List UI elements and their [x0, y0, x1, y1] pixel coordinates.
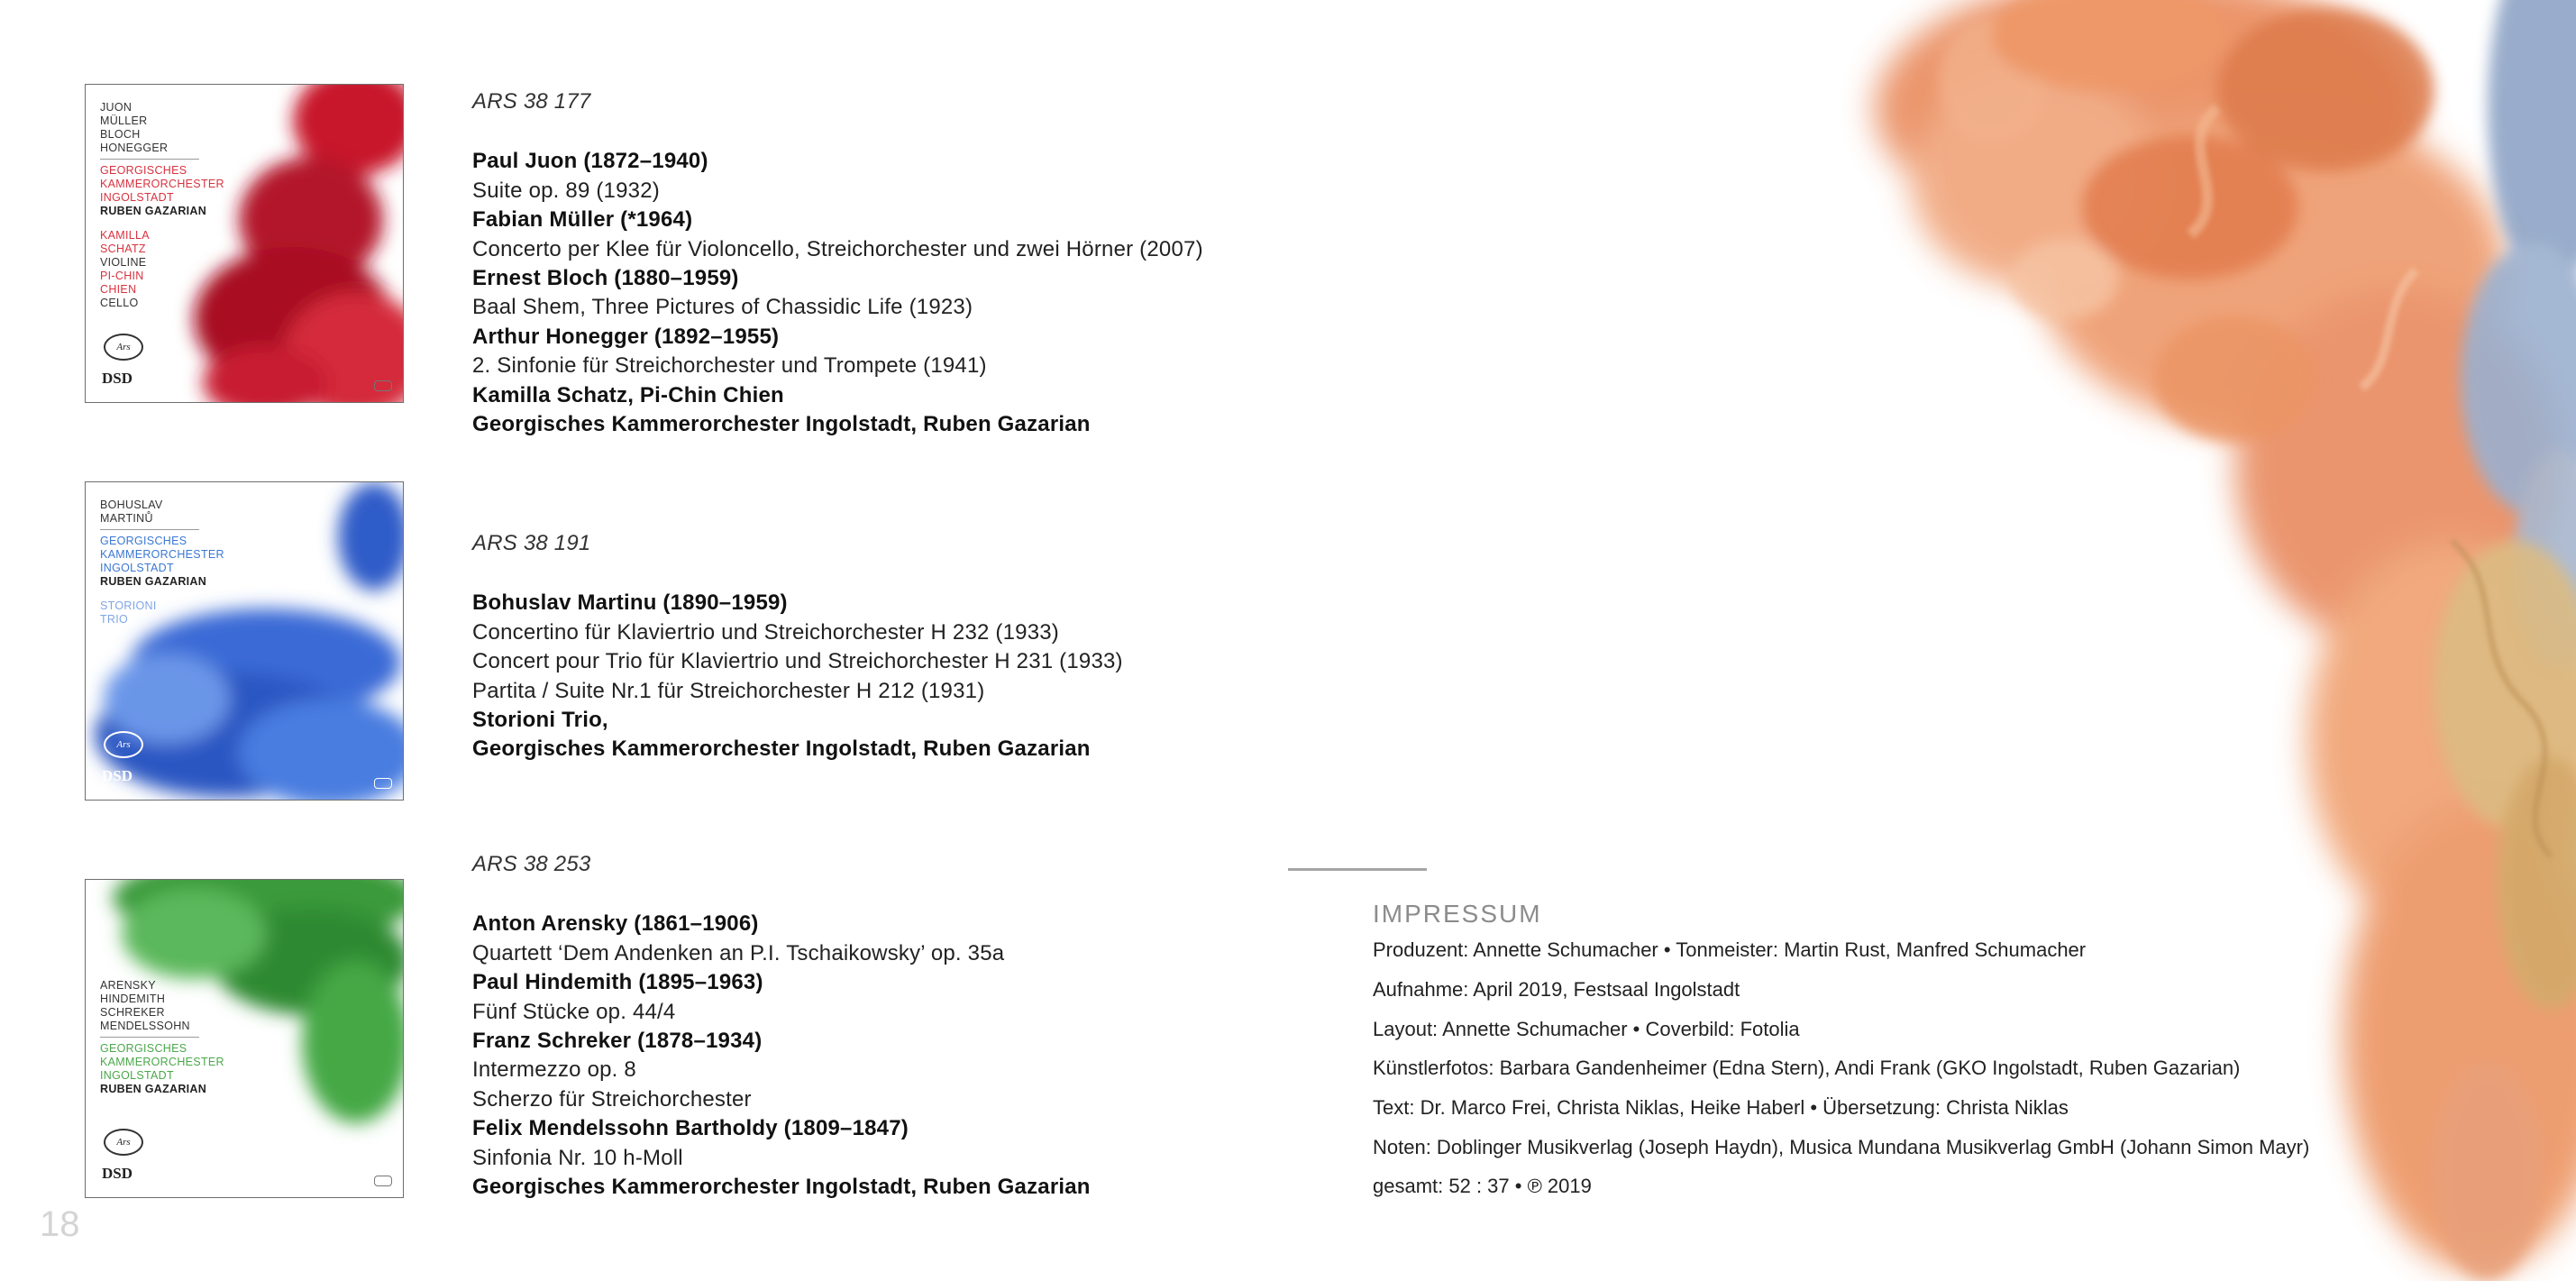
cover-divider	[100, 1037, 199, 1038]
impressum-line: gesamt: 52 : 37 • ℗ 2019	[1373, 1175, 1592, 1197]
album-cover	[85, 481, 404, 801]
cover-ensemble: INGOLSTADT	[100, 191, 174, 204]
work-title: Partita / Suite Nr.1 für Streichorchester H 212 (1931)	[472, 678, 985, 703]
composer-name: Arthur Honegger (1892–1955)	[472, 324, 780, 349]
cover-ensemble: INGOLSTADT	[100, 1069, 174, 1082]
cover-composer: HINDEMITH	[100, 993, 166, 1005]
performer-credit: Kamilla Schatz, Pi-Chin Chien	[472, 382, 784, 407]
cover-soloist: STORIONI	[100, 599, 157, 612]
cover-composer: HONEGGER	[100, 142, 169, 154]
sacd-icon	[374, 778, 392, 789]
ink-cloud-artwork	[1767, 0, 2576, 1281]
work-title: Concertino für Klaviertrio und Streichorchester H 232 (1933)	[472, 619, 1059, 645]
cover-conductor: RUBEN GAZARIAN	[100, 575, 207, 588]
cover-composer: SCHREKER	[100, 1006, 165, 1019]
impressum-line: Produzent: Annette Schumacher • Tonmeister: Martin Rust, Manfred Schumacher	[1373, 938, 2087, 961]
album-cover	[85, 879, 404, 1198]
cover-soloist: KAMILLA	[100, 229, 150, 242]
cover-conductor: RUBEN GAZARIAN	[100, 1083, 207, 1095]
catalog-number: ARS 38 253	[472, 852, 591, 876]
cover-divider	[100, 159, 199, 160]
dsd-badge: DSD	[102, 1165, 133, 1182]
album-listing	[472, 850, 1091, 1202]
work-title: Suite op. 89 (1932)	[472, 178, 660, 203]
work-title: 2. Sinfonie für Streichorchester und Trompete (1941)	[472, 353, 987, 379]
impressum-line: Text: Dr. Marco Frei, Christa Niklas, Heike Haberl • Übersetzung: Christa Niklas	[1373, 1096, 2069, 1119]
composer-name: Franz Schreker (1878–1934)	[472, 1029, 763, 1054]
ars-logo: Ars	[104, 731, 143, 758]
cover-soloist: CHIEN	[100, 283, 137, 296]
dsd-badge: DSD	[102, 370, 133, 387]
cover-composer: BLOCH	[100, 128, 141, 141]
cover-ensemble: GEORGISCHES	[100, 164, 187, 177]
performer-credit: Georgisches Kammerorchester Ingolstadt, Ruben Gazarian	[472, 1175, 1091, 1200]
cover-ensemble: INGOLSTADT	[100, 562, 174, 574]
cover-ensemble: KAMMERORCHESTER	[100, 548, 224, 561]
cover-composer: BOHUSLAV	[100, 499, 163, 511]
work-title: Quartett ‘Dem Andenken an P.I. Tschaikowsky’ op. 35a	[472, 940, 1005, 965]
album-listing	[472, 529, 1123, 764]
work-title: Baal Shem, Three Pictures of Chassidic Life (1923)	[472, 295, 973, 320]
work-title: Sinfonia Nr. 10 h-Moll	[472, 1145, 683, 1170]
cover-composer: JUON	[100, 101, 132, 114]
cover-instrument: VIOLINE	[100, 256, 147, 269]
cover-ensemble: KAMMERORCHESTER	[100, 1056, 224, 1068]
cover-conductor: RUBEN GAZARIAN	[100, 205, 207, 217]
impressum-line: Künstlerfotos: Barbara Gandenheimer (Edna Stern), Andi Frank (GKO Ingolstadt, Ruben Gazarian)	[1373, 1057, 2241, 1079]
work-title: Intermezzo op. 8	[472, 1057, 636, 1083]
composer-name: Ernest Bloch (1880–1959)	[472, 266, 739, 291]
cover-soloist: PI-CHIN	[100, 270, 144, 282]
impressum-line: Layout: Annette Schumacher • Coverbild: Fotolia	[1373, 1018, 1800, 1040]
cover-composer: MARTINŮ	[100, 512, 153, 525]
catalog-number: ARS 38 191	[472, 531, 591, 555]
album-cover	[85, 84, 404, 403]
impressum-heading: IMPRESSUM	[1373, 900, 1542, 928]
cover-soloist: SCHATZ	[100, 242, 146, 255]
dsd-badge: DSD	[102, 767, 133, 784]
cover-composer: ARENSKY	[100, 979, 156, 992]
performer-credit: Georgisches Kammerorchester Ingolstadt, Ruben Gazarian	[472, 412, 1091, 437]
performer-credit: Georgisches Kammerorchester Ingolstadt, Ruben Gazarian	[472, 737, 1091, 762]
catalog-number: ARS 38 177	[472, 89, 591, 114]
cover-composer: MENDELSSOHN	[100, 1020, 190, 1032]
impressum-line: Aufnahme: April 2019, Festsaal Ingolstadt	[1373, 978, 1740, 1001]
ars-logo: Ars	[104, 334, 143, 361]
cover-soloist: TRIO	[100, 613, 129, 626]
impressum-line: Noten: Doblinger Musikverlag (Joseph Haydn), Musica Mundana Musikverlag GmbH (Johann Simon Mayr)	[1373, 1136, 2310, 1158]
cover-ensemble: KAMMERORCHESTER	[100, 178, 224, 190]
composer-name: Anton Arensky (1861–1906)	[472, 911, 759, 937]
work-title: Concerto per Klee für Violoncello, Streichorchester und zwei Hörner (2007)	[472, 236, 1203, 261]
cover-divider	[100, 529, 199, 530]
composer-name: Fabian Müller (*1964)	[472, 207, 693, 233]
sacd-icon	[374, 1176, 392, 1186]
page-number: 18	[40, 1204, 80, 1244]
composer-name: Bohuslav Martinu (1890–1959)	[472, 590, 788, 616]
composer-name: Paul Hindemith (1895–1963)	[472, 970, 763, 995]
work-title: Concert pour Trio für Klaviertrio und Streichorchester H 231 (1933)	[472, 649, 1123, 674]
cover-ensemble: GEORGISCHES	[100, 535, 187, 547]
cover-composer: MÜLLER	[100, 114, 148, 127]
composer-name: Felix Mendelssohn Bartholdy (1809–1847)	[472, 1116, 909, 1141]
sacd-icon	[374, 380, 392, 391]
cover-ensemble: GEORGISCHES	[100, 1042, 187, 1055]
cover-instrument: CELLO	[100, 297, 139, 309]
ars-logo: Ars	[104, 1129, 143, 1156]
impressum-divider	[1288, 868, 1427, 871]
album-listing	[472, 87, 1203, 439]
composer-name: Paul Juon (1872–1940)	[472, 149, 708, 174]
work-title: Scherzo für Streichorchester	[472, 1086, 752, 1112]
performer-credit: Storioni Trio,	[472, 708, 608, 733]
work-title: Fünf Stücke op. 44/4	[472, 999, 676, 1024]
